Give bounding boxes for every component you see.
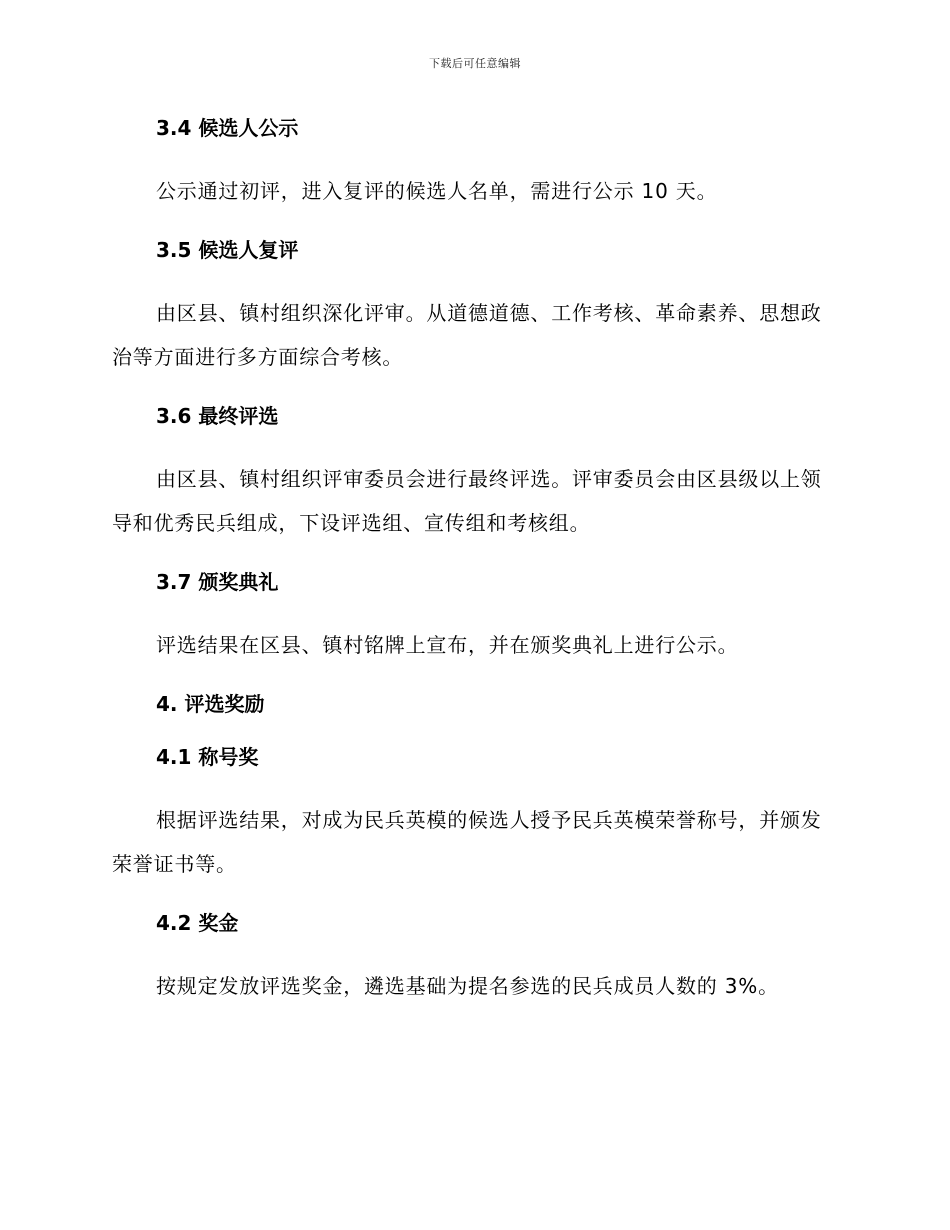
- heading-4: 4. 评选奖励: [156, 692, 265, 716]
- paragraph-4-2: 按规定发放评选奖金，遴选基础为提名参选的民兵成员人数的 3%。: [156, 974, 779, 998]
- heading-3-6: 3.6 最终评选: [156, 404, 279, 428]
- paragraph-3-5: 由区县、镇村组织深化评审。从道德道德、工作考核、革命素养、思想政治等方面进行多方面综合考核。: [112, 301, 822, 369]
- document-body: [112, 112, 832, 1008]
- paragraph-3-7: 评选结果在区县、镇村铭牌上宣布，并在颁奖典礼上进行公示。: [156, 633, 739, 657]
- paragraph-4-1: 根据评选结果，对成为民兵英模的候选人授予民兵英模荣誉称号，并颁发荣誉证书等。: [112, 808, 822, 876]
- paragraph-3-6: 由区县、镇村组织评审委员会进行最终评选。评审委员会由区县级以上领导和优秀民兵组成，下设评选组、宣传组和考核组。: [112, 467, 822, 535]
- heading-3-4: 3.4 候选人公示: [156, 116, 299, 140]
- heading-4-2: 4.2 奖金: [156, 911, 239, 935]
- header-note: 下载后可任意编辑: [429, 57, 521, 70]
- heading-4-1: 4.1 称号奖: [156, 745, 259, 769]
- paragraph-3-4: 公示通过初评，进入复评的候选人名单，需进行公示 10 天。: [156, 179, 718, 203]
- heading-3-5: 3.5 候选人复评: [156, 238, 299, 262]
- heading-3-7: 3.7 颁奖典礼: [156, 570, 279, 594]
